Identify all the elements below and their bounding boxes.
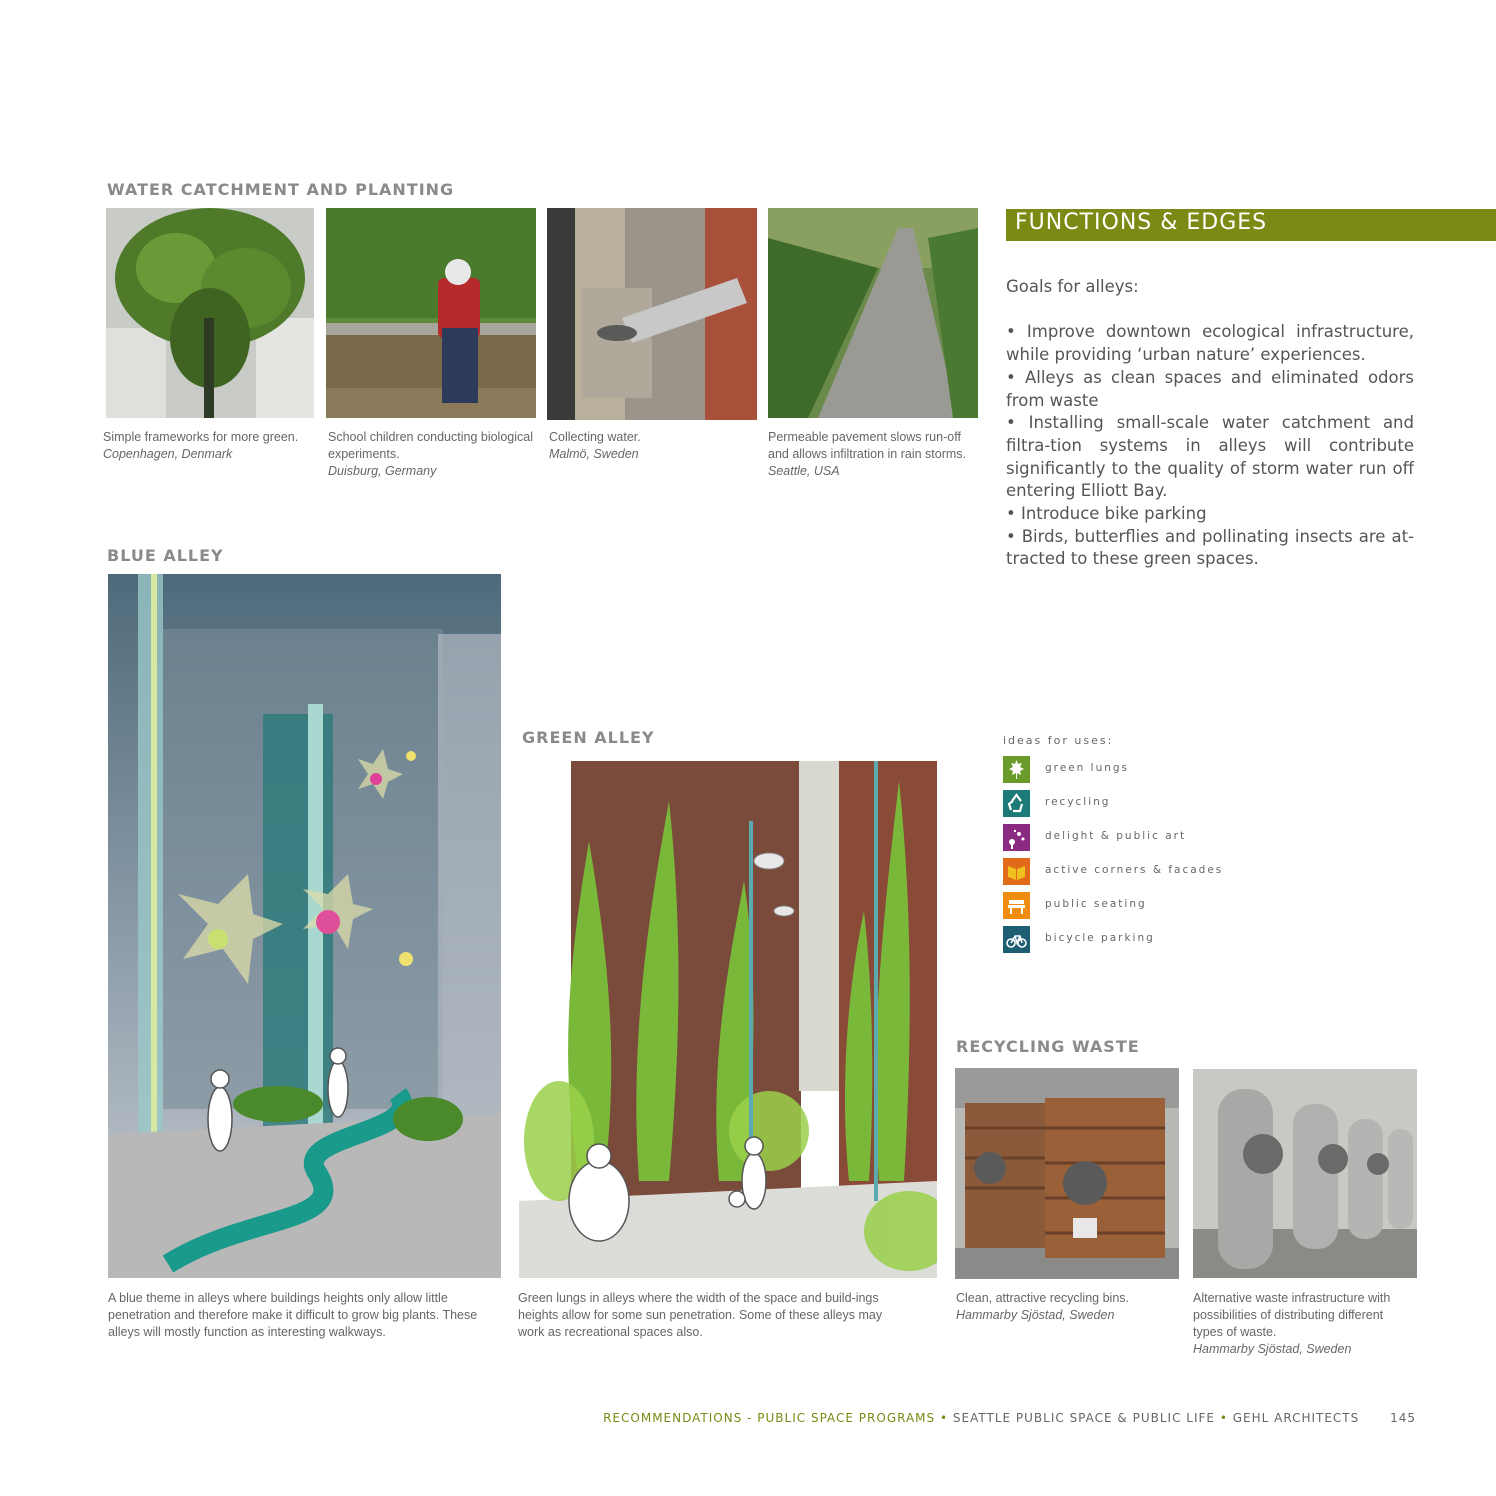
footer-sep: • — [939, 1411, 949, 1425]
photo-waste-pipes — [1193, 1069, 1417, 1278]
book-facade-icon — [1003, 858, 1030, 885]
footer-part2: SEATTLE PUBLIC SPACE & PUBLIC LIFE — [952, 1411, 1215, 1425]
caption-recycling-bins: Clean, attractive recycling bins. Hammarby Sjöstad, Sweden — [956, 1291, 1129, 1322]
caption-permeable-pavement: Permeable pavement slows run-off and allows infiltration in rain storms. Seattle, USA — [768, 430, 966, 478]
footer-part1: RECOMMENDATIONS - PUBLIC SPACE PROGRAMS — [603, 1411, 936, 1425]
green-alley-caption: Green lungs in alleys where the width of the space and build-ings heights allow for some sun penetration. Some of these alleys may work as recreational spaces also. — [518, 1291, 883, 1339]
blue-alley-illustration — [108, 574, 501, 1278]
use-label: delight & public art — [1045, 830, 1187, 842]
use-label: active corners & facades — [1045, 864, 1224, 876]
blue-alley-title: BLUE ALLEY — [107, 546, 224, 565]
maple-leaf-icon — [1003, 756, 1030, 783]
uses-title: ideas for uses: — [1003, 734, 1114, 747]
use-label: bicycle parking — [1045, 932, 1155, 944]
goal-item: • Alleys as clean spaces and eliminated odors from waste — [1006, 367, 1414, 410]
photo-recycling-bins — [955, 1068, 1179, 1279]
blue-alley-caption: A blue theme in alleys where buildings heights only allow little penetration and therefore make it difficult to grow big plants. These alleys will mostly function as interesting walkways. — [108, 1291, 478, 1339]
caption-waste-pipes: Alternative waste infrastructure with possibilities of distributing different types of waste. Hammarby Sjöstad, Sweden — [1193, 1291, 1391, 1356]
footer-part3: GEHL ARCHITECTS — [1232, 1411, 1360, 1425]
green-alley-illustration — [519, 761, 937, 1278]
green-alley-title: GREEN ALLEY — [522, 728, 655, 747]
caption-children-experiment: School children conducting biological experiments. Duisburg, Germany — [328, 430, 533, 478]
page-footer — [603, 1411, 1416, 1425]
goal-item: • Birds, butterflies and pollinating insects are at-tracted to these green spaces. — [1006, 526, 1414, 569]
goal-item: • Improve downtown ecological infrastructure, while providing ‘urban nature’ experiences. — [1006, 322, 1414, 365]
use-label: recycling — [1045, 796, 1111, 808]
water-section-title: WATER CATCHMENT AND PLANTING — [107, 180, 455, 199]
bench-icon — [1003, 892, 1030, 919]
goal-item: • Introduce bike parking — [1006, 504, 1207, 524]
photo-green-framework — [106, 208, 314, 418]
photo-water-collection — [547, 208, 757, 420]
photo-children-experiment — [326, 208, 536, 418]
page-number: 145 — [1390, 1411, 1416, 1425]
goal-item: • Installing small-scale water catchment and filtra-tion systems in alleys will contribute significantly to the quality of storm water run off entering Elliott Bay. — [1006, 413, 1414, 501]
caption-water-collection: Collecting water. Malmö, Sweden — [549, 430, 641, 461]
bicycle-icon — [1003, 926, 1030, 953]
recycling-title: RECYCLING WASTE — [956, 1037, 1140, 1056]
goals-text — [1006, 276, 1414, 571]
functions-heading-bar — [1006, 209, 1496, 241]
use-label: green lungs — [1045, 762, 1130, 774]
use-label: public seating — [1045, 898, 1147, 910]
recycle-icon — [1003, 790, 1030, 817]
photo-permeable-pavement — [768, 208, 978, 418]
footer-sep: • — [1219, 1411, 1228, 1425]
functions-heading: FUNCTIONS & EDGES — [1015, 210, 1268, 235]
caption-green-framework: Simple frameworks for more green. Copenhagen, Denmark — [103, 430, 299, 461]
goals-intro: Goals for alleys: — [1006, 277, 1139, 296]
sparkle-art-icon — [1003, 824, 1030, 851]
